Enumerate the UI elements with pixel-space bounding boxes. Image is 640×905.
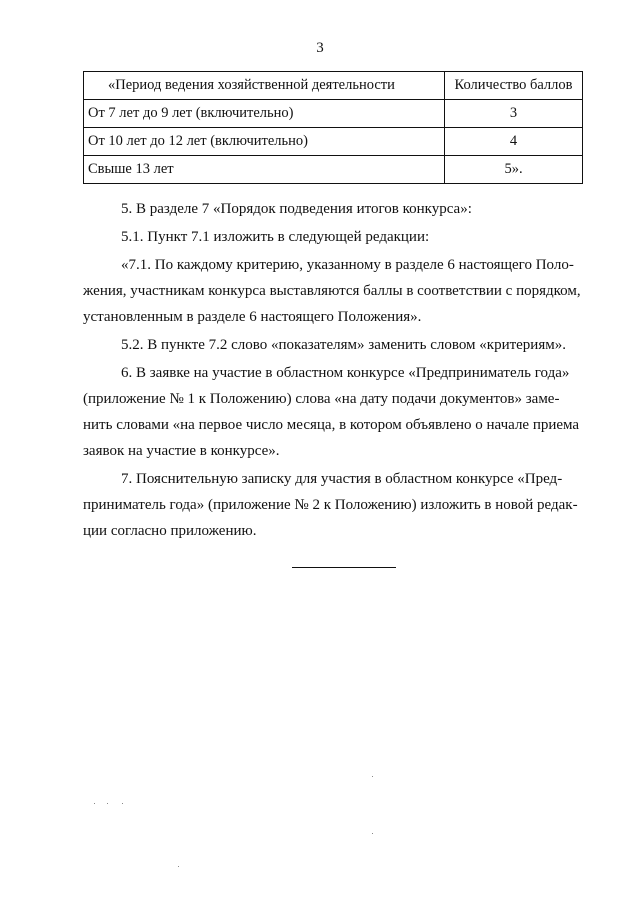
table-cell-period: От 10 лет до 12 лет (включительно) [84,128,445,156]
table-cell-period: Свыше 13 лет [84,156,445,184]
paragraph-section-5-2: 5.2. В пункте 7.2 слово «показателям» заменить словом «критериям». [121,337,566,353]
table-cell-points: 3 [445,100,583,128]
document-body [83,196,583,546]
page-number: 3 [316,40,324,56]
paragraph-quote-7-1: «7.1. По каждому критерию, указанному в разделе 6 настоящего Поло- жения, участникам конкурса выставляются баллы в соответствии с порядком, установленным в разделе 6 настоящего Положения». [83,257,581,325]
table-header-period: «Период ведения хозяйственной деятельности [84,72,445,100]
end-separator-line [292,567,396,568]
paragraph-section-7: 7. Пояснительную записку для участия в областном конкурсе «Пред- приниматель года» (приложение № 2 к Положению) изложить в новой редак- ции согласно приложению. [83,471,578,539]
scan-speck [122,803,123,804]
paragraph-section-5: 5. В разделе 7 «Порядок подведения итогов конкурса»: [121,201,472,217]
table-row [84,100,583,128]
scan-speck [178,866,179,867]
scan-speck [94,803,95,804]
scan-speck [372,833,373,834]
table-row [84,156,583,184]
table-cell-points: 4 [445,128,583,156]
table-row [84,128,583,156]
scan-speck [372,776,373,777]
table-cell-points: 5». [445,156,583,184]
scan-speck [107,803,108,804]
score-table [83,71,583,184]
paragraph-section-5-1: 5.1. Пункт 7.1 изложить в следующей редакции: [121,229,430,245]
table-header-points: Количество баллов [445,72,583,100]
table-header-row [84,72,583,100]
paragraph-section-6: 6. В заявке на участие в областном конкурсе «Предприниматель года» (приложение № 1 к Положению) слова «на дату подачи документов» заме- нить словами «на первое число месяца, в котором объявлено о начале приема заявок на участие в конкурсе». [83,365,580,459]
table-cell-period: От 7 лет до 9 лет (включительно) [84,100,445,128]
